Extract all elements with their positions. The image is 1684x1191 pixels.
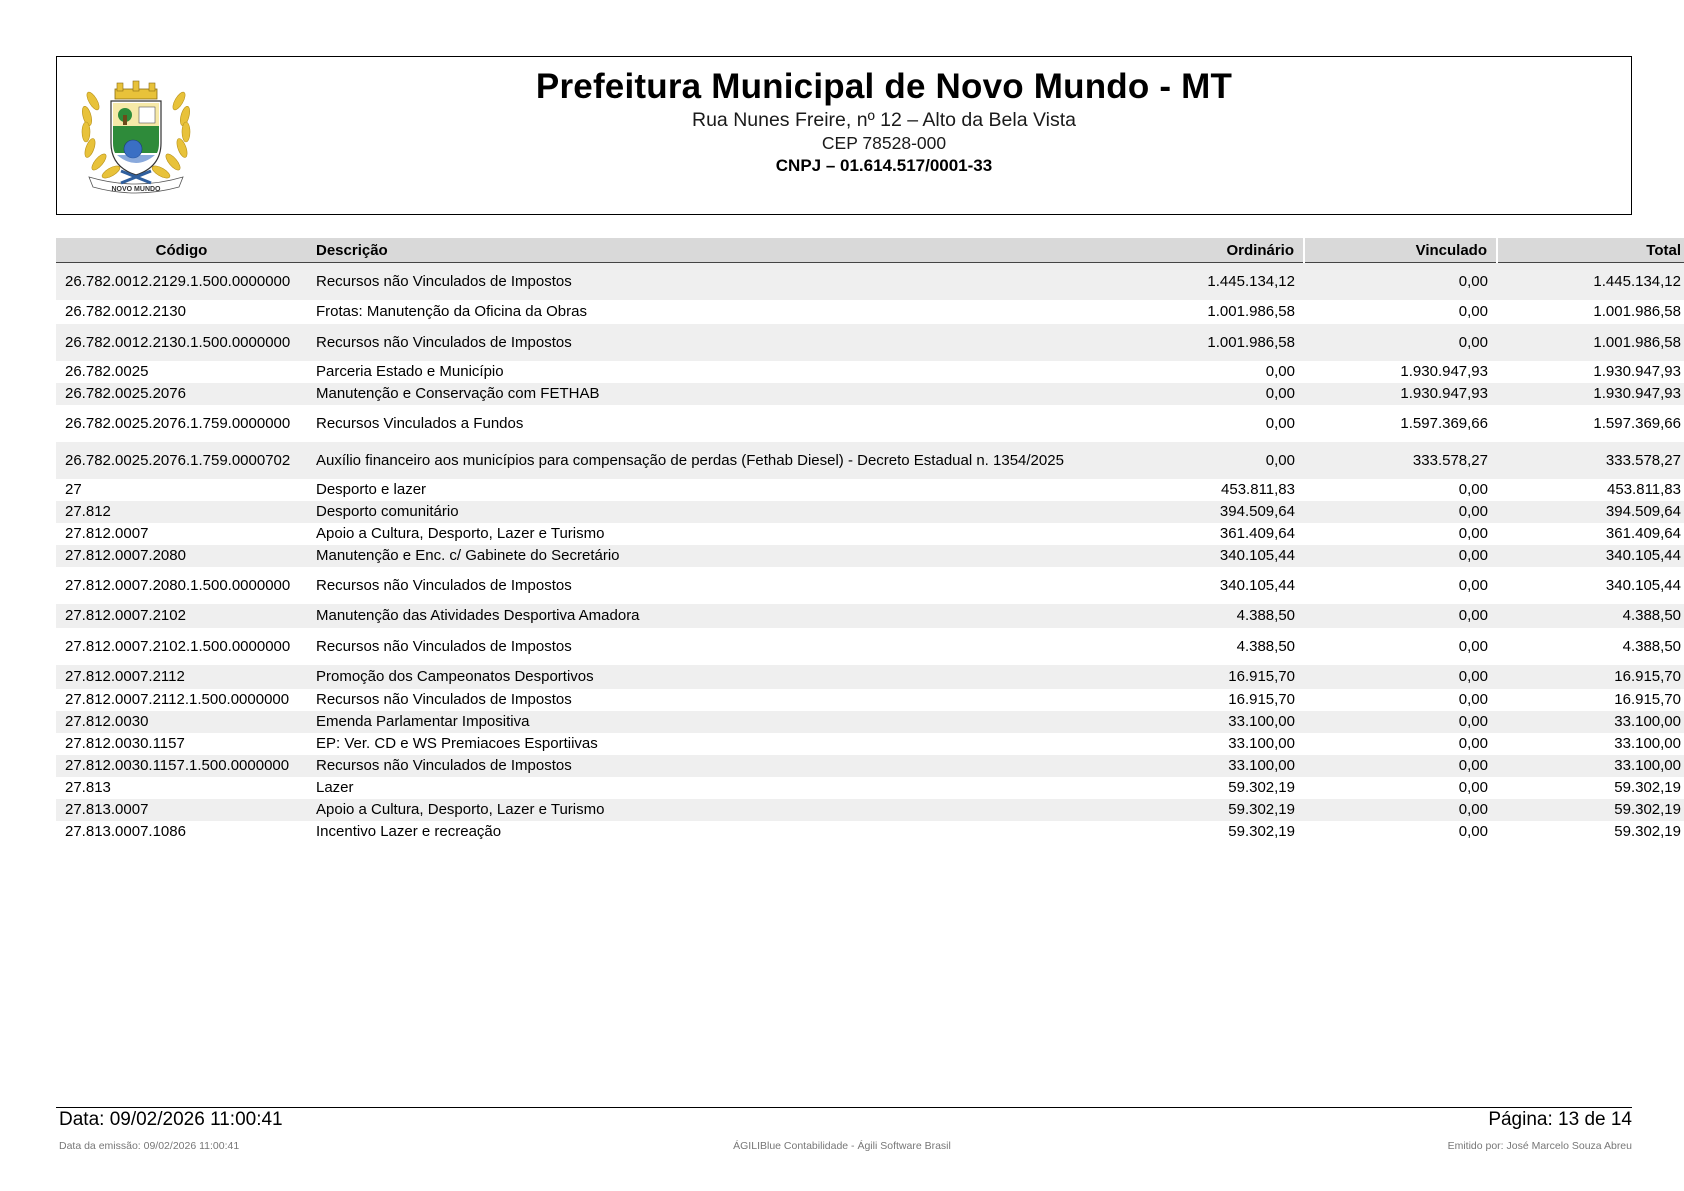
cell-descricao: Manutenção e Conservação com FETHAB xyxy=(307,383,1111,405)
cell-descricao: Recursos não Vinculados de Impostos xyxy=(307,324,1111,361)
org-cnpj: CNPJ – 01.614.517/0001-33 xyxy=(775,156,993,175)
cell-codigo: 27.812.0007 xyxy=(65,525,149,542)
cell-descricao: Desporto e lazer xyxy=(316,481,427,498)
table-row xyxy=(56,733,1684,755)
org-address: Rua Nunes Freire, nº 12 – Alto da Bela Vista xyxy=(692,109,1076,131)
cell-codigo: 27.813 xyxy=(65,779,111,796)
cell-ordinario: 59.302,19 xyxy=(1111,799,1304,821)
cell-codigo: 26.782.0025.2076.1.759.0000702 xyxy=(56,442,307,479)
cell-ordinario: 1.001.986,58 xyxy=(1111,324,1304,361)
cell-total: 59.302,19 xyxy=(1614,823,1681,840)
cell-codigo: 27.812.0007.2102.1.500.0000000 xyxy=(65,637,291,655)
table-row xyxy=(56,628,1684,665)
cell-total: 340.105,44 xyxy=(1605,576,1681,594)
cell-codigo: 27.812.0007.2102 xyxy=(56,604,307,628)
cell-ordinario: 59.302,19 xyxy=(1228,779,1295,796)
cell-descricao: Emenda Parlamentar Impositiva xyxy=(307,711,1111,733)
cell-ordinario: 1.445.134,12 xyxy=(1111,263,1304,300)
cell-total: 33.100,00 xyxy=(1497,711,1684,733)
cell-vinculado: 0,00 xyxy=(1304,263,1497,300)
org-cep: CEP 78528-000 xyxy=(821,133,947,153)
cell-vinculado: 0,00 xyxy=(1304,501,1497,523)
cell-ordinario: 453.811,83 xyxy=(1221,481,1295,498)
cell-ordinario: 4.388,50 xyxy=(1236,637,1295,655)
table-row xyxy=(56,383,1684,405)
cell-vinculado: 0,00 xyxy=(1458,525,1488,542)
table-row xyxy=(56,501,1684,523)
footer-issued-by: Emitido por: José Marcelo Souza Abreu xyxy=(1447,1140,1632,1152)
column-header-total: Total xyxy=(1497,238,1684,263)
cell-ordinario: 0,00 xyxy=(1265,414,1295,432)
cell-descricao: Incentivo Lazer e recreação xyxy=(316,823,502,840)
cell-total: 1.930.947,93 xyxy=(1497,383,1684,405)
cell-codigo: 27 xyxy=(65,481,82,498)
table-row xyxy=(56,665,1684,689)
cell-total: 59.302,19 xyxy=(1614,779,1681,796)
cell-total: 33.100,00 xyxy=(1614,735,1681,752)
cell-total: 1.001.986,58 xyxy=(1497,324,1684,361)
table-row xyxy=(56,604,1684,628)
cell-vinculado: 0,00 xyxy=(1458,637,1488,655)
cell-codigo: 26.782.0025.2076 xyxy=(56,383,307,405)
footer-software: ÁGILIBlue Contabilidade - Ágili Software Brasil xyxy=(733,1140,951,1152)
cell-codigo: 27.812.0030.1157 xyxy=(65,735,185,752)
cell-descricao: Desporto comunitário xyxy=(307,501,1111,523)
cell-total: 340.105,44 xyxy=(1497,545,1684,567)
cell-ordinario: 0,00 xyxy=(1111,383,1304,405)
table-row xyxy=(56,523,1684,545)
cell-vinculado: 0,00 xyxy=(1304,604,1497,628)
cell-vinculado: 0,00 xyxy=(1458,576,1488,594)
cell-descricao: Apoio a Cultura, Desporto, Lazer e Turismo xyxy=(307,799,1111,821)
cell-total: 333.578,27 xyxy=(1497,442,1684,479)
cell-total: 1.445.134,12 xyxy=(1497,263,1684,300)
cell-codigo: 27.812.0007.2080 xyxy=(56,545,307,567)
report-header xyxy=(56,56,1632,215)
cell-descricao: Parceria Estado e Município xyxy=(316,363,504,380)
table-row xyxy=(56,755,1684,777)
cell-vinculado: 1.597.369,66 xyxy=(1400,414,1488,432)
cell-descricao: Lazer xyxy=(316,779,354,796)
budget-table xyxy=(56,238,1684,843)
cell-vinculado: 0,00 xyxy=(1304,545,1497,567)
cell-total: 16.915,70 xyxy=(1497,665,1684,689)
column-header-vinculado: Vinculado xyxy=(1304,238,1497,263)
cell-ordinario: 0,00 xyxy=(1265,363,1295,380)
cell-codigo: 27.812.0007.2112 xyxy=(56,665,307,689)
cell-codigo: 27.813.0007 xyxy=(56,799,307,821)
cell-vinculado: 0,00 xyxy=(1304,711,1497,733)
cell-codigo: 27.812 xyxy=(56,501,307,523)
cell-ordinario: 340.105,44 xyxy=(1111,545,1304,567)
cell-codigo: 27.813.0007.1086 xyxy=(65,823,186,840)
cell-total: 33.100,00 xyxy=(1497,755,1684,777)
cell-descricao: Manutenção das Atividades Desportiva Amadora xyxy=(307,604,1111,628)
cell-total: 394.509,64 xyxy=(1497,501,1684,523)
cell-vinculado: 0,00 xyxy=(1304,324,1497,361)
cell-vinculado: 0,00 xyxy=(1458,823,1488,840)
cell-codigo: 26.782.0012.2130.1.500.0000000 xyxy=(56,324,307,361)
cell-codigo: 27.812.0007.2080.1.500.0000000 xyxy=(65,576,291,594)
table-row xyxy=(56,799,1684,821)
cell-codigo: 27.812.0007.2112.1.500.0000000 xyxy=(65,691,290,708)
table-row xyxy=(56,689,1684,711)
cell-ordinario: 340.105,44 xyxy=(1219,576,1295,594)
cell-ordinario: 16.915,70 xyxy=(1228,691,1295,708)
table-row xyxy=(56,777,1684,799)
table-row xyxy=(56,263,1684,300)
logo-text: NOVO MUNDO xyxy=(111,186,161,193)
table-header-row xyxy=(56,238,1684,263)
cell-ordinario: 394.509,64 xyxy=(1111,501,1304,523)
cell-vinculado: 0,00 xyxy=(1304,799,1497,821)
column-header-codigo: Código xyxy=(56,238,307,263)
cell-total: 4.388,50 xyxy=(1622,637,1681,655)
cell-ordinario: 16.915,70 xyxy=(1111,665,1304,689)
table-body xyxy=(56,263,1684,843)
cell-descricao: Recursos Vinculados a Fundos xyxy=(316,414,524,432)
cell-vinculado: 0,00 xyxy=(1458,481,1488,498)
footer-date: Data: 09/02/2026 11:00:41 xyxy=(59,1109,283,1130)
column-header-descricao: Descrição xyxy=(307,238,1111,263)
cell-descricao: Manutenção e Enc. c/ Gabinete do Secretário xyxy=(307,545,1111,567)
table-row xyxy=(56,300,1684,324)
cell-descricao: EP: Ver. CD e WS Premiacoes Esportiivas xyxy=(316,735,598,752)
table-row xyxy=(56,821,1684,843)
cell-descricao: Auxílio financeiro aos municípios para compensação de perdas (Fethab Diesel) - Decreto Estadual n. 1354/2025 xyxy=(307,442,1111,479)
cell-descricao: Recursos não Vinculados de Impostos xyxy=(316,691,572,708)
table-row xyxy=(56,442,1684,479)
cell-vinculado: 1.930.947,93 xyxy=(1304,383,1497,405)
footer-page-number: Página: 13 de 14 xyxy=(1488,1109,1632,1130)
org-name: Prefeitura Municipal de Novo Mundo - MT xyxy=(535,67,1233,106)
cell-descricao: Recursos não Vinculados de Impostos xyxy=(307,263,1111,300)
table-row xyxy=(56,405,1684,442)
cell-descricao: Recursos não Vinculados de Impostos xyxy=(316,637,572,655)
table-row xyxy=(56,567,1684,604)
cell-vinculado: 0,00 xyxy=(1458,691,1488,708)
cell-ordinario: 361.409,64 xyxy=(1219,525,1295,542)
cell-codigo: 27.812.0030.1157.1.500.0000000 xyxy=(56,755,307,777)
cell-vinculado: 0,00 xyxy=(1458,779,1488,796)
cell-ordinario: 4.388,50 xyxy=(1111,604,1304,628)
cell-vinculado: 0,00 xyxy=(1458,303,1488,320)
header-text xyxy=(57,65,1631,178)
cell-ordinario: 33.100,00 xyxy=(1111,755,1304,777)
cell-total: 16.915,70 xyxy=(1614,691,1681,708)
cell-descricao: Frotas: Manutenção da Oficina da Obras xyxy=(316,303,587,320)
cell-total: 453.811,83 xyxy=(1607,481,1681,498)
cell-descricao: Promoção dos Campeonatos Desportivos xyxy=(307,665,1111,689)
cell-vinculado: 0,00 xyxy=(1304,665,1497,689)
footer-emission-date: Data da emissão: 09/02/2026 11:00:41 xyxy=(59,1140,240,1152)
cell-ordinario: 33.100,00 xyxy=(1111,711,1304,733)
cell-ordinario: 0,00 xyxy=(1111,442,1304,479)
column-header-ordinario: Ordinário xyxy=(1111,238,1304,263)
footer-divider xyxy=(56,1107,1632,1108)
cell-codigo: 26.782.0025 xyxy=(65,363,149,380)
cell-total: 1.597.369,66 xyxy=(1593,414,1681,432)
cell-ordinario: 33.100,00 xyxy=(1228,735,1295,752)
table-row xyxy=(56,324,1684,361)
cell-codigo: 26.782.0025.2076.1.759.0000000 xyxy=(65,414,291,432)
cell-descricao: Apoio a Cultura, Desporto, Lazer e Turismo xyxy=(316,525,605,542)
cell-vinculado: 0,00 xyxy=(1458,735,1488,752)
cell-vinculado: 333.578,27 xyxy=(1304,442,1497,479)
cell-vinculado: 1.930.947,93 xyxy=(1400,363,1488,380)
cell-descricao: Recursos não Vinculados de Impostos xyxy=(307,755,1111,777)
table-row xyxy=(56,545,1684,567)
cell-vinculado: 0,00 xyxy=(1304,755,1497,777)
cell-codigo: 26.782.0012.2130 xyxy=(65,303,186,320)
cell-total: 1.001.986,58 xyxy=(1593,303,1681,320)
cell-total: 4.388,50 xyxy=(1497,604,1684,628)
cell-total: 1.930.947,93 xyxy=(1593,363,1681,380)
cell-descricao: Recursos não Vinculados de Impostos xyxy=(316,576,572,594)
cell-total: 59.302,19 xyxy=(1497,799,1684,821)
cell-codigo: 26.782.0012.2129.1.500.0000000 xyxy=(56,263,307,300)
table-row xyxy=(56,479,1684,501)
cell-ordinario: 1.001.986,58 xyxy=(1207,303,1295,320)
cell-ordinario: 59.302,19 xyxy=(1228,823,1295,840)
table-row xyxy=(56,711,1684,733)
table-row xyxy=(56,361,1684,383)
cell-total: 361.409,64 xyxy=(1605,525,1681,542)
cell-codigo: 27.812.0030 xyxy=(56,711,307,733)
